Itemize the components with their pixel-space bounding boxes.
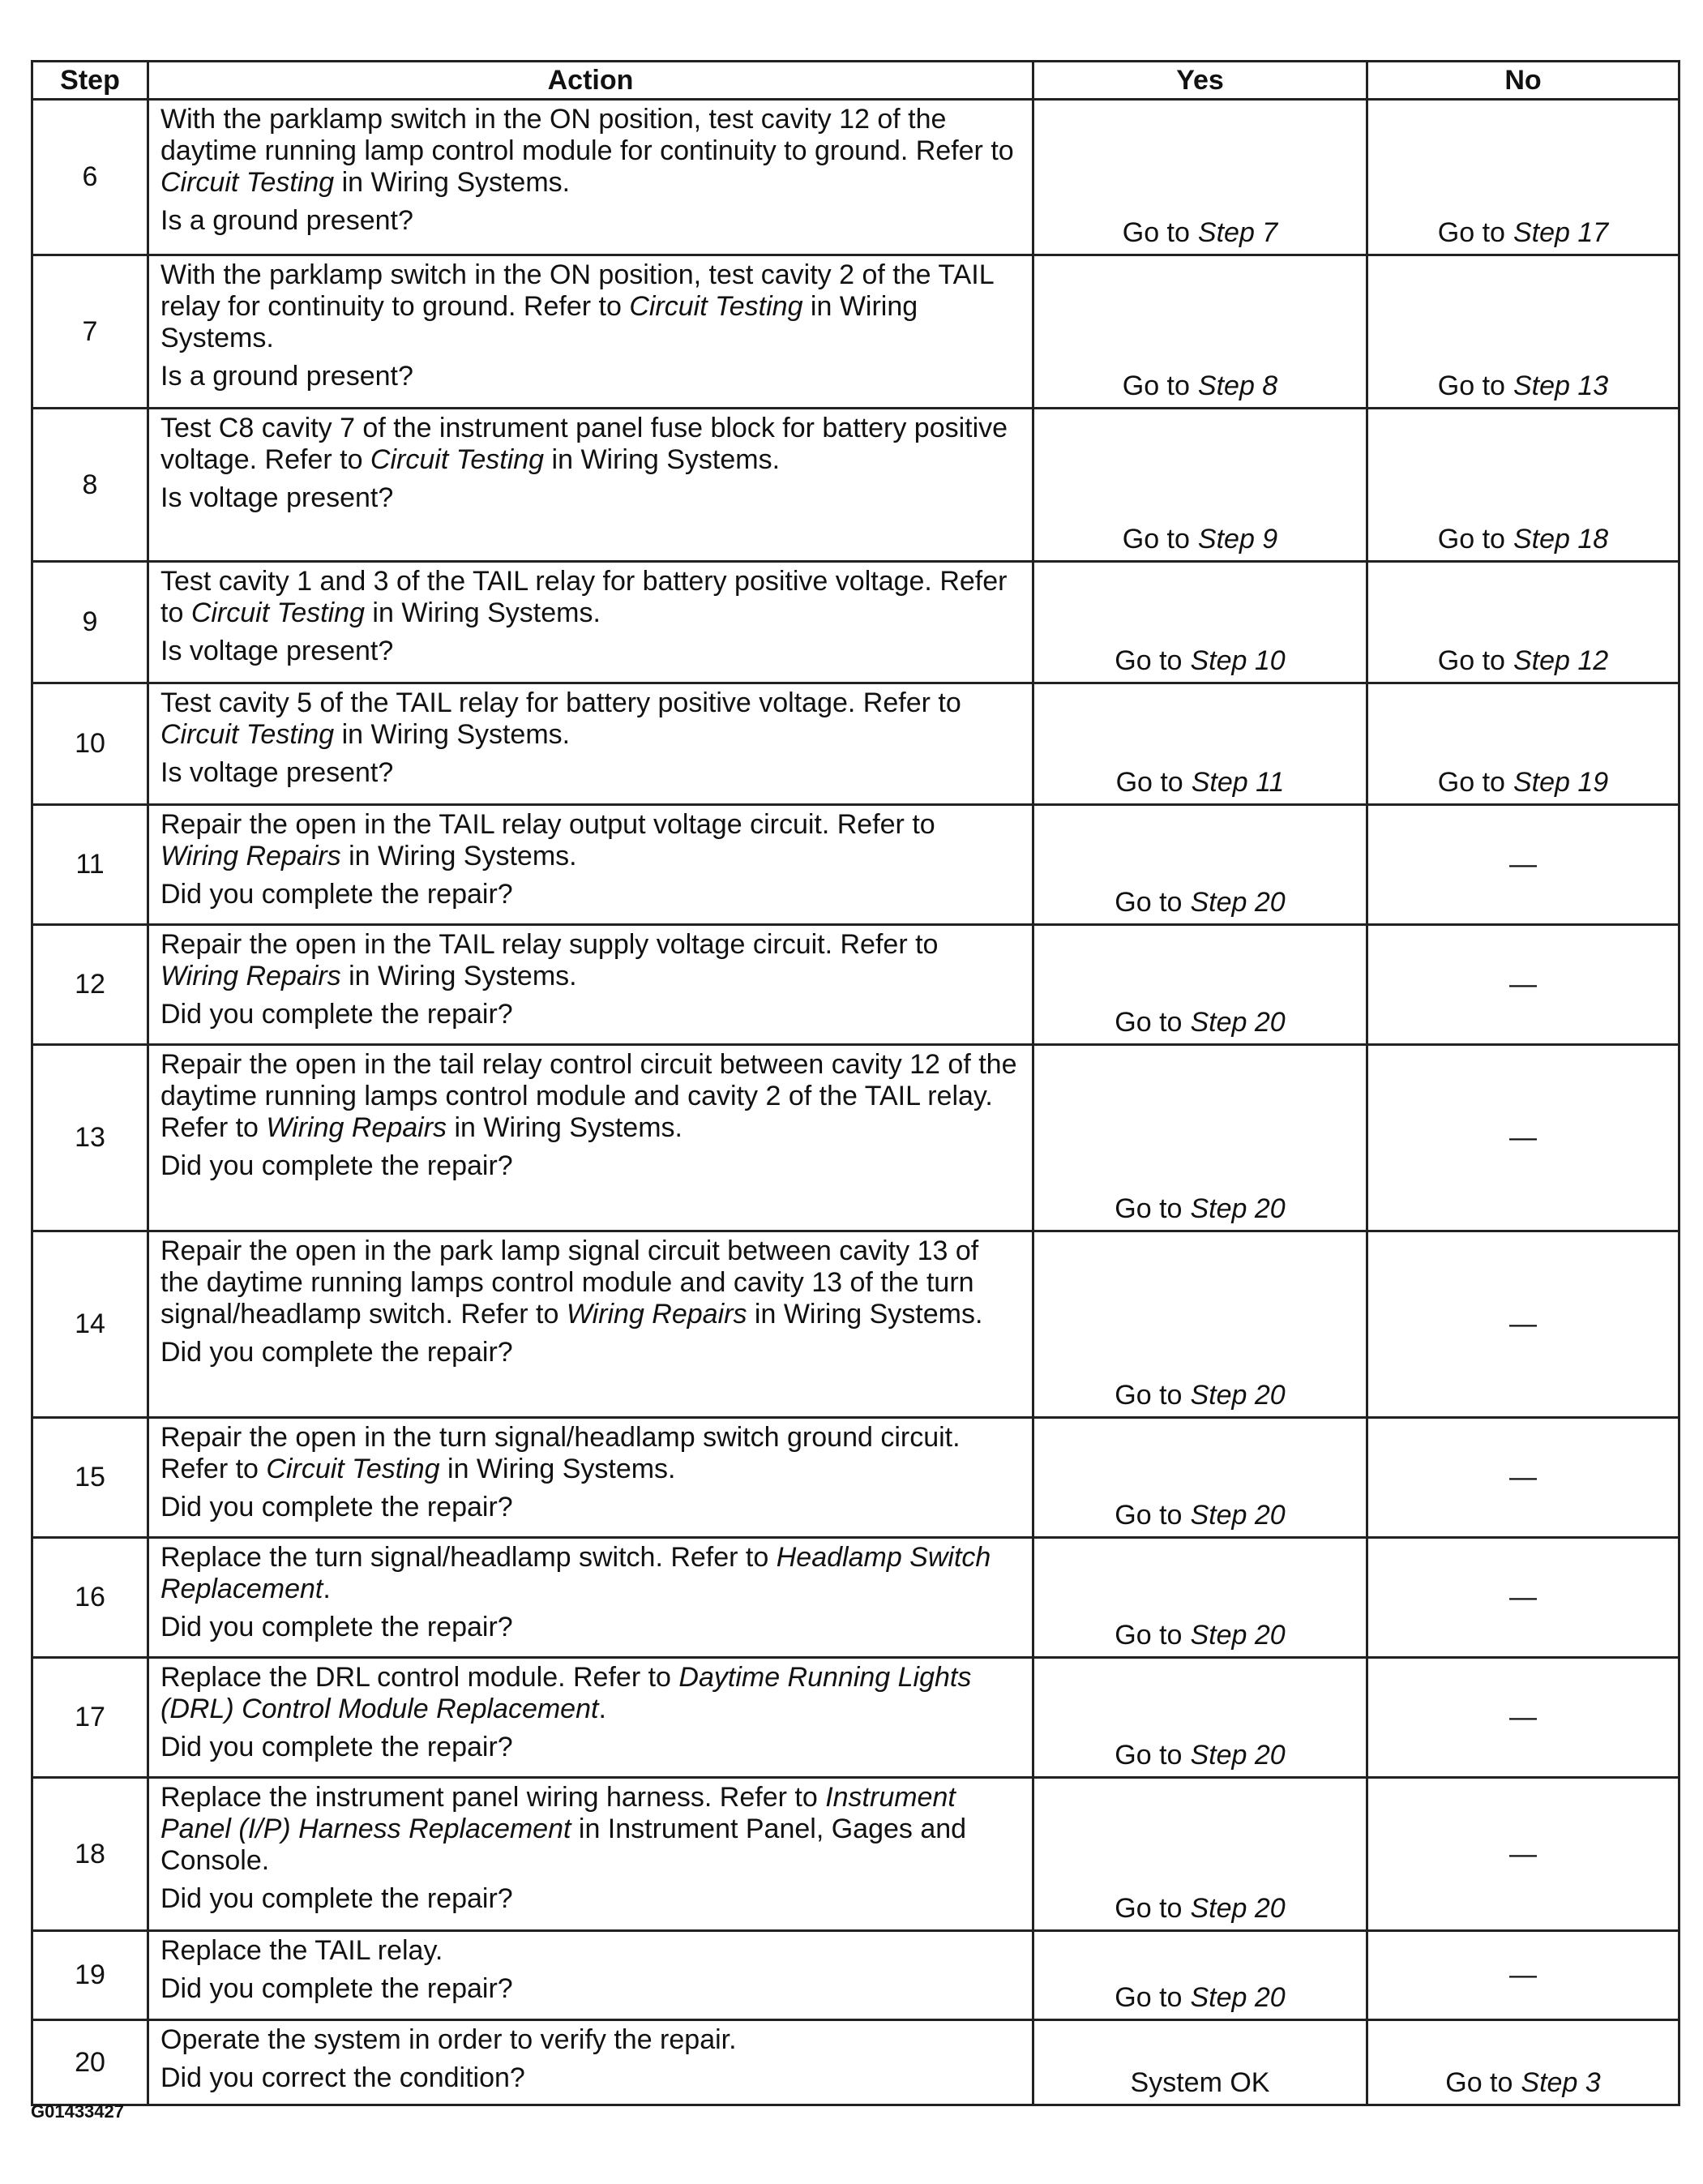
step-number: 16: [32, 1538, 148, 1658]
not-applicable-dash: —: [1509, 849, 1537, 880]
goto-step: Step 20: [1190, 1740, 1286, 1771]
table-row: [32, 1538, 1679, 1658]
action-text: Operate the system in order to verify the repair.: [160, 2024, 737, 2055]
goto-step: Step 19: [1513, 767, 1609, 798]
no-cell: [1367, 2020, 1679, 2105]
yes-cell: [1033, 2020, 1367, 2105]
not-applicable-dash: —: [1509, 1959, 1537, 1990]
goto-prefix: Go to: [1115, 1893, 1183, 1924]
action-description: [160, 566, 1021, 629]
action-question: Did you complete the repair?: [160, 1973, 513, 2004]
goto-prefix: Go to: [1115, 645, 1183, 676]
reference-title: Wiring Repairs: [160, 961, 341, 991]
goto-step: Step 20: [1190, 1500, 1286, 1531]
step-number: 15: [32, 1418, 148, 1538]
step-number: 19: [32, 1931, 148, 2020]
step-number: 6: [32, 100, 148, 255]
step-number: 20: [32, 2020, 148, 2105]
action-text: in Wiring Systems.: [340, 961, 577, 991]
action-question: Did you complete the repair?: [160, 1732, 513, 1762]
action-question: Did you correct the condition?: [160, 2062, 525, 2093]
no-cell: [1367, 255, 1679, 409]
action-text: in Wiring Systems.: [364, 597, 601, 628]
action-cell: [148, 1418, 1033, 1538]
action-cell: [148, 1658, 1033, 1778]
goto-prefix: Go to: [1437, 524, 1505, 555]
reference-title: Circuit Testing: [629, 291, 803, 322]
action-question: Is voltage present?: [160, 636, 394, 666]
table-row: [32, 1658, 1679, 1778]
action-description: [160, 1935, 1021, 1967]
action-cell: [148, 805, 1033, 925]
yes-cell: [1033, 925, 1367, 1045]
action-description: [160, 259, 1021, 354]
action-description: [160, 1542, 1021, 1605]
not-applicable-dash: —: [1509, 1308, 1537, 1339]
goto-step: Step 10: [1190, 645, 1286, 676]
table-row: [32, 1778, 1679, 1931]
action-description: [160, 413, 1021, 476]
step-number: 9: [32, 562, 148, 683]
reference-title: Wiring Repairs: [160, 841, 341, 871]
action-description: [160, 687, 1021, 751]
action-description: [160, 1782, 1021, 1877]
goto-step: Step 20: [1190, 1193, 1286, 1224]
action-text: Replace the turn signal/headlamp switch. Refer to: [160, 1542, 777, 1573]
goto-prefix: Go to: [1115, 887, 1183, 918]
action-question: Did you complete the repair?: [160, 1492, 513, 1522]
not-applicable-dash: —: [1509, 969, 1537, 1000]
goto-step: Step 20: [1190, 1007, 1286, 1038]
action-text: .: [323, 1574, 331, 1604]
action-description: [160, 104, 1021, 199]
yes-cell: [1033, 255, 1367, 409]
step-number: 12: [32, 925, 148, 1045]
action-description: [160, 929, 1021, 992]
action-cell: [148, 1931, 1033, 2020]
yes-cell: [1033, 562, 1367, 683]
action-text: Repair the open in the TAIL relay output voltage circuit. Refer to: [160, 809, 935, 840]
goto-step: Step 12: [1513, 645, 1609, 676]
not-applicable-dash: —: [1509, 1582, 1537, 1612]
no-cell: [1367, 805, 1679, 925]
no-cell: [1367, 1778, 1679, 1931]
reference-title: Daytime Running Lights (DRL) Control Module Replacement: [160, 1662, 972, 1724]
reference-title: Circuit Testing: [160, 167, 335, 198]
step-number: 17: [32, 1658, 148, 1778]
yes-cell: [1033, 1045, 1367, 1231]
not-applicable-dash: —: [1509, 1122, 1537, 1153]
action-text: in Wiring Systems.: [334, 167, 571, 198]
goto-prefix: Go to: [1115, 1193, 1183, 1224]
action-text: With the parklamp switch in the ON position, test cavity 2 of the TAIL relay for continuity to ground. Refer to: [160, 259, 994, 322]
action-question: Did you complete the repair?: [160, 1337, 513, 1368]
reference-title: Wiring Repairs: [566, 1299, 747, 1330]
reference-title: Instrument Panel (I/P) Harness Replacement: [160, 1782, 956, 1844]
reference-title: Circuit Testing: [160, 719, 335, 750]
header-yes: Yes: [1033, 62, 1367, 100]
table-row: [32, 805, 1679, 925]
action-text: Replace the TAIL relay.: [160, 1935, 443, 1966]
goto-step: Step 8: [1197, 370, 1278, 401]
header-action: Action: [148, 62, 1033, 100]
action-text: Repair the open in the park lamp signal circuit between cavity 13 of the daytime running lamps control module and cavity 13 of the turn signal/headlamp switch. Refer to: [160, 1235, 979, 1330]
action-text: in Wiring Systems.: [447, 1112, 682, 1143]
goto-prefix: Go to: [1445, 2067, 1513, 2098]
action-description: [160, 1235, 1021, 1330]
action-text: in Instrument Panel, Gages and Console.: [160, 1814, 967, 1876]
yes-cell: [1033, 805, 1367, 925]
table-row: [32, 100, 1679, 255]
action-cell: [148, 1231, 1033, 1418]
action-cell: [148, 1045, 1033, 1231]
goto-prefix: Go to: [1115, 767, 1183, 798]
action-text: Test cavity 5 of the TAIL relay for battery positive voltage. Refer to: [160, 687, 961, 718]
action-cell: [148, 409, 1033, 562]
action-question: Did you complete the repair?: [160, 1883, 513, 1914]
goto-step: Step 7: [1197, 217, 1278, 248]
step-number: 13: [32, 1045, 148, 1231]
action-text: in Wiring Systems.: [334, 719, 571, 750]
action-text: in Wiring Systems.: [439, 1454, 676, 1484]
goto-step: Step 20: [1190, 1893, 1286, 1924]
no-cell: [1367, 562, 1679, 683]
goto-prefix: Go to: [1437, 370, 1505, 401]
step-number: 14: [32, 1231, 148, 1418]
action-text: .: [598, 1694, 606, 1724]
reference-title: Circuit Testing: [190, 597, 365, 628]
yes-cell: [1033, 1931, 1367, 2020]
table-header-row: [32, 62, 1679, 100]
goto-prefix: Go to: [1115, 1007, 1183, 1038]
yes-cell: [1033, 1658, 1367, 1778]
action-cell: [148, 683, 1033, 805]
reference-title: Headlamp Switch Replacement: [160, 1542, 991, 1604]
figure-id: G01433427: [31, 2101, 124, 2122]
goto-prefix: Go to: [1437, 217, 1505, 248]
no-cell: [1367, 1231, 1679, 1418]
action-text: in Wiring Systems.: [544, 444, 781, 475]
action-question: Did you complete the repair?: [160, 1612, 513, 1642]
step-number: 10: [32, 683, 148, 805]
action-text: Repair the open in the turn signal/headlamp switch ground circuit. Refer to: [160, 1422, 961, 1484]
action-description: [160, 809, 1021, 872]
action-text: Test cavity 1 and 3 of the TAIL relay for battery positive voltage. Refer to: [160, 566, 1008, 628]
goto-prefix: Go to: [1115, 1740, 1183, 1771]
table-row: [32, 1045, 1679, 1231]
goto-prefix: Go to: [1115, 1982, 1183, 2013]
action-description: [160, 1422, 1021, 1485]
table-row: [32, 2020, 1679, 2105]
action-cell: [148, 925, 1033, 1045]
action-text: in Wiring Systems.: [160, 291, 918, 353]
no-cell: [1367, 683, 1679, 805]
not-applicable-dash: —: [1509, 1702, 1537, 1732]
action-cell: [148, 100, 1033, 255]
header-step: Step: [32, 62, 148, 100]
goto-step: Step 20: [1190, 887, 1286, 918]
action-question: Did you complete the repair?: [160, 1150, 513, 1181]
table-row: [32, 1231, 1679, 1418]
action-text: Replace the DRL control module. Refer to: [160, 1662, 679, 1693]
goto-step: Step 3: [1521, 2067, 1601, 2098]
action-question: Is voltage present?: [160, 482, 394, 513]
result-text: System OK: [1130, 2067, 1270, 2098]
goto-step: Step 18: [1513, 524, 1609, 555]
goto-prefix: Go to: [1122, 524, 1190, 555]
no-cell: [1367, 1418, 1679, 1538]
table-row: [32, 409, 1679, 562]
action-question: Is voltage present?: [160, 757, 394, 788]
goto-step: Step 9: [1197, 524, 1278, 555]
goto-prefix: Go to: [1122, 370, 1190, 401]
yes-cell: [1033, 683, 1367, 805]
goto-prefix: Go to: [1115, 1380, 1183, 1411]
goto-prefix: Go to: [1437, 645, 1505, 676]
diagnostic-table: [31, 60, 1680, 2106]
action-question: Is a ground present?: [160, 205, 413, 236]
action-description: [160, 1662, 1021, 1725]
yes-cell: [1033, 100, 1367, 255]
no-cell: [1367, 1538, 1679, 1658]
action-text: Repair the open in the TAIL relay supply voltage circuit. Refer to: [160, 929, 939, 960]
goto-step: Step 20: [1190, 1620, 1286, 1651]
goto-step: Step 11: [1191, 767, 1285, 798]
action-text: Replace the instrument panel wiring harness. Refer to: [160, 1782, 826, 1813]
table-row: [32, 925, 1679, 1045]
table-row: [32, 683, 1679, 805]
action-text: in Wiring Systems.: [747, 1299, 983, 1330]
action-cell: [148, 2020, 1033, 2105]
goto-prefix: Go to: [1437, 767, 1505, 798]
goto-prefix: Go to: [1122, 217, 1190, 248]
table-row: [32, 562, 1679, 683]
action-cell: [148, 562, 1033, 683]
action-description: [160, 2024, 1021, 2056]
no-cell: [1367, 409, 1679, 562]
step-number: 8: [32, 409, 148, 562]
goto-step: Step 17: [1513, 217, 1609, 248]
action-description: [160, 1049, 1021, 1144]
action-cell: [148, 255, 1033, 409]
action-cell: [148, 1778, 1033, 1931]
goto-step: Step 20: [1190, 1380, 1286, 1411]
no-cell: [1367, 100, 1679, 255]
yes-cell: [1033, 1778, 1367, 1931]
table-row: [32, 1418, 1679, 1538]
table-body: [32, 100, 1679, 2105]
no-cell: [1367, 925, 1679, 1045]
table-row: [32, 1931, 1679, 2020]
step-number: 7: [32, 255, 148, 409]
yes-cell: [1033, 1538, 1367, 1658]
table-row: [32, 255, 1679, 409]
action-cell: [148, 1538, 1033, 1658]
step-number: 18: [32, 1778, 148, 1931]
goto-step: Step 13: [1513, 370, 1609, 401]
goto-prefix: Go to: [1115, 1500, 1183, 1531]
no-cell: [1367, 1931, 1679, 2020]
step-number: 11: [32, 805, 148, 925]
action-question: Did you complete the repair?: [160, 999, 513, 1030]
not-applicable-dash: —: [1509, 1838, 1537, 1869]
action-question: Did you complete the repair?: [160, 879, 513, 910]
goto-prefix: Go to: [1115, 1620, 1183, 1651]
yes-cell: [1033, 409, 1367, 562]
action-text: With the parklamp switch in the ON position, test cavity 12 of the daytime running lamp control module for continuity to ground. Refer to: [160, 104, 1014, 166]
action-text: Repair the open in the tail relay control circuit between cavity 12 of the daytime running lamps control module and cavity 2 of the TAIL relay. Refer to: [160, 1049, 1017, 1143]
reference-title: Wiring Repairs: [266, 1112, 447, 1143]
action-text: in Wiring Systems.: [340, 841, 577, 871]
action-text: Test C8 cavity 7 of the instrument panel fuse block for battery positive voltage. Refer to: [160, 413, 1008, 475]
yes-cell: [1033, 1231, 1367, 1418]
not-applicable-dash: —: [1509, 1462, 1537, 1492]
goto-step: Step 20: [1190, 1982, 1286, 2013]
reference-title: Circuit Testing: [370, 444, 545, 475]
action-question: Is a ground present?: [160, 361, 413, 392]
no-cell: [1367, 1658, 1679, 1778]
reference-title: Circuit Testing: [266, 1454, 440, 1484]
no-cell: [1367, 1045, 1679, 1231]
yes-cell: [1033, 1418, 1367, 1538]
header-no: No: [1367, 62, 1679, 100]
